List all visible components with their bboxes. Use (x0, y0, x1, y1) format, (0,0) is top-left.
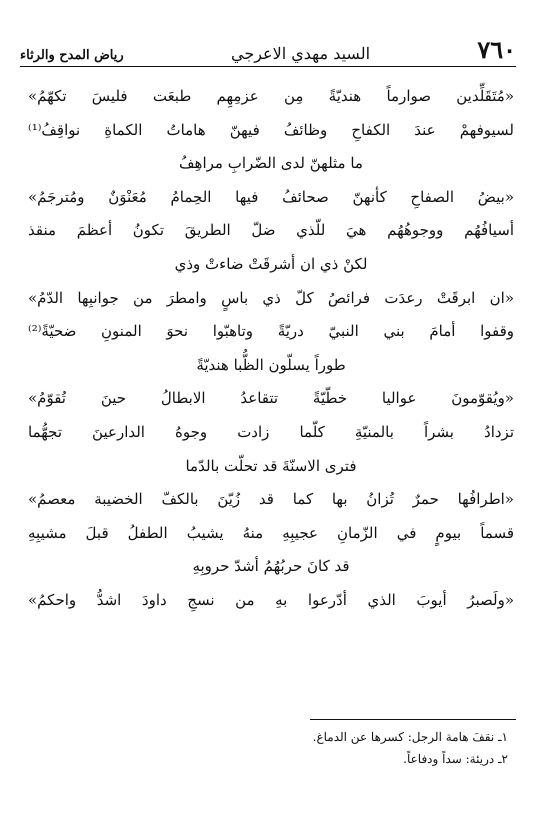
poem-line: فترى الاسنّةَ قد تحلّت بالدّما (185, 456, 357, 475)
section-title: رياض المدح والرثاء (20, 48, 124, 63)
poem-body (28, 80, 514, 618)
poem-line: «ولَصبرُ أيوبَ الذي أدّرعوا بهِ من نسجِ داودَ اشدُّ واحكمُ» (28, 590, 514, 609)
running-title: السيد مهدي الاعرجي (230, 44, 371, 63)
poem-line: قد كانَ حربُهُمُ أشدّ حروبِهِ (192, 557, 350, 576)
page-header (20, 26, 516, 62)
poem-line: وقفوا أمامَ بني النبيّ دريّةً وتاهبّوا نحوَ المنونِ ضحيّةً⁽²⁾ (28, 322, 514, 341)
poem-line: ما مثلهنّ لدى الضّرابِ مراهِفُ (179, 154, 363, 173)
poem-line: «اطرافُها حمرٌ تُزانُ بها كما قد زُيّنَ بالكفّ الخضيبة معصمُ» (28, 490, 514, 509)
poem-line: لكنْ ذي ان أشرقَتْ ضاءتْ وذي (174, 254, 368, 273)
header-rule (20, 66, 516, 67)
poem-line: «ان ابرقَتْ رعدَت فرائصُ كلّ ذي باسٍ وامطرَ من جوانبِها الدّمُ» (28, 288, 514, 307)
poem-line: أسيافُهُم ووجوهُهُم هيَ للّذي ضلّ الطريقَ تكونُ أعظمَ منقذ (28, 221, 514, 240)
poem-line: «بيضُ الصفاحِ كأنهنّ صحائفُ فيها الحِمامُ مُعَنْوَنٌ ومُترجَمُ» (28, 187, 514, 206)
footnote: ١ـ نقفَ هامة الرجل: كسرها عن الدماغ. (312, 730, 508, 744)
page-number: ٧٦٠ (477, 35, 516, 64)
footnote-rule (310, 719, 516, 720)
poem-line: لسيوفهمْ عندَ الكفاحِ وظائفُ فيهنّ هاماتُ الكماةِ نواقِفُ⁽¹⁾ (28, 120, 514, 139)
poem-line: تزدادُ بشراً بالمنيّةِ كلّما زادت وجوهُ الدارعينَ تجهُّما (28, 422, 514, 441)
footnote: ٢ـ دريئة: سداً ودفاعاً. (403, 752, 508, 766)
poem-line: «مُتَقَلِّدين صوارماً هنديّةً مِن عزمِهِم طبعَت فليسَ تكهّمُ» (28, 87, 514, 105)
poem-line: قسماً بيومٍ في الزّمانِ عجيبِهِ منهُ يشيبُ الطفلُ قبلَ مشيبِهِ (28, 523, 514, 542)
footnotes (40, 726, 508, 770)
poem-line: طوراً يسلّون الظُّبا هنديّةً (196, 355, 346, 374)
poem-line: «ويُقوّمونَ عواليا خطّيّةً تتقاعدُ الابطالُ حينَ تُقوّمُ» (28, 389, 514, 408)
